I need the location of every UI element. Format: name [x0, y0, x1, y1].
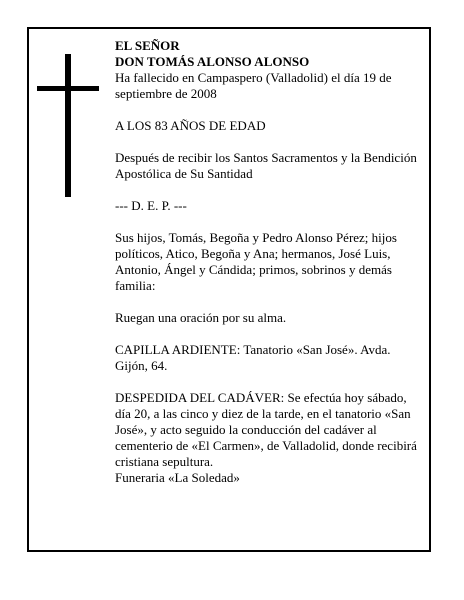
- sacraments-line: Después de recibir los Santos Sacramentos y la Bendición Apostólica de Su Santidad: [115, 150, 417, 181]
- cross-icon: [37, 54, 99, 197]
- chapel-info: CAPILLA ARDIENTE: Tanatorio «San José». Avda. Gijón, 64.: [115, 342, 391, 373]
- deceased-name: DON TOMÁS ALONSO ALONSO: [115, 54, 310, 69]
- death-info: Ha fallecido en Campaspero (Valladolid) el día 19 de septiembre de 2008: [115, 70, 392, 101]
- notice-content: [115, 38, 417, 486]
- cross-vertical-bar: [65, 54, 71, 197]
- family-list: Sus hijos, Tomás, Begoña y Pedro Alonso Pérez; hijos políticos, Atico, Begoña y Ana; hermanos, José Luis, Antonio, Ángel y Cándida; primos, sobrinos y demás familia:: [115, 230, 397, 293]
- notice-title: EL SEÑOR: [115, 38, 180, 53]
- age-line: A LOS 83 AÑOS DE EDAD: [115, 118, 266, 133]
- funeral-home: Funeraria «La Soledad»: [115, 470, 240, 485]
- rip-line: --- D. E. P. ---: [115, 198, 187, 213]
- cross-horizontal-bar: [37, 86, 99, 91]
- farewell-info: DESPEDIDA DEL CADÁVER: Se efectúa hoy sábado, día 20, a las cinco y diez de la tarde, en el tanatorio «San José», y acto seguido la conducción del cadáver al cementerio de «El Carmen», de Valladolid, donde recibirá cristiana sepultura.: [115, 390, 417, 469]
- prayer-request: Ruegan una oración por su alma.: [115, 310, 287, 325]
